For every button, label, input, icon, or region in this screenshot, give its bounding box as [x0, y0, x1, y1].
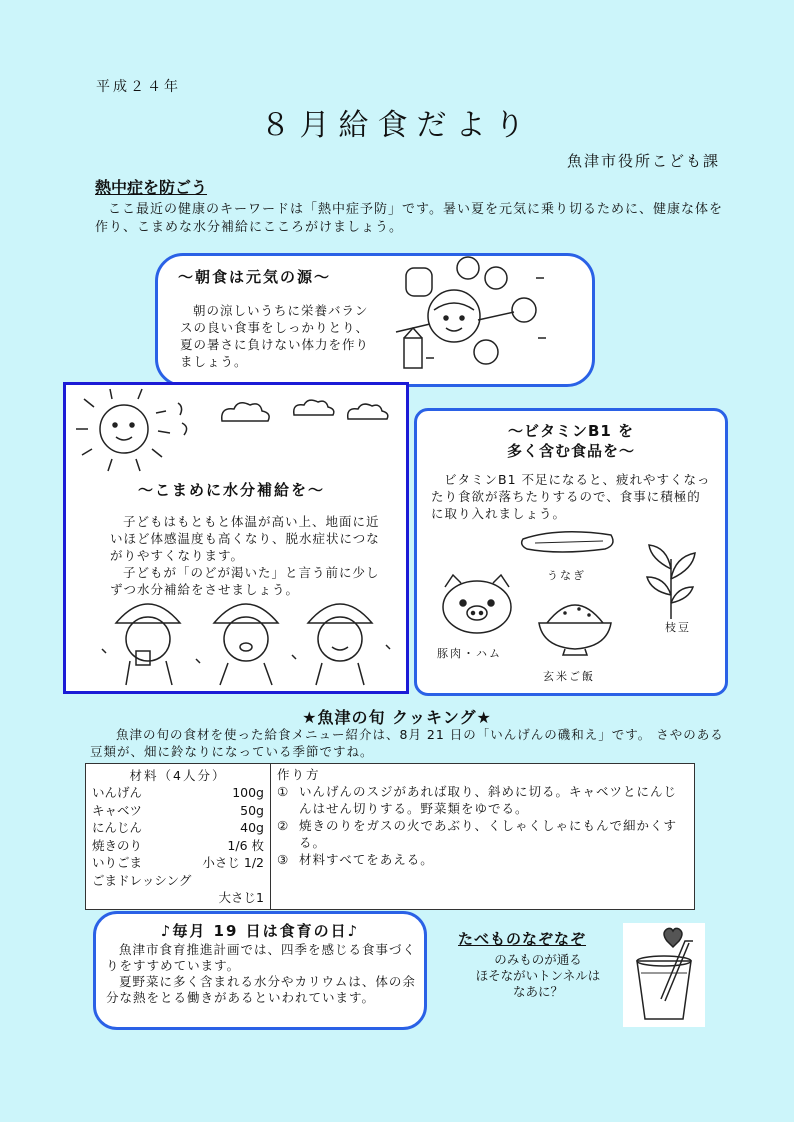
ingredient-amount: 1/6 枚	[227, 837, 264, 853]
breakfast-illustration	[386, 258, 586, 380]
department-name: 魚津市役所こども課	[566, 152, 720, 170]
rice-label: 玄米ご飯	[543, 670, 595, 683]
steps-title: 作り方	[277, 767, 321, 782]
vitamin-text: ビタミンB1 不足になると、疲れやすくなったり食欲が落ちたりするので、食事に積極的に取り入れましょう。	[431, 472, 711, 521]
ingredients-cell	[86, 764, 271, 910]
heatstroke-intro: ここ最近の健康のキーワードは「熱中症予防」です。暑い夏を元気に乗り切るために、健康な体を作り、こまめな水分補給にこころがけましょう。	[95, 202, 723, 235]
cooking-heading: ★魚津の旬 クッキング★	[302, 708, 492, 727]
ingredient-row	[92, 854, 264, 872]
quiz-line-3: なあに？	[512, 984, 563, 999]
ingredient-name: 焼きのり	[92, 837, 143, 853]
ingredient-amount: 100g	[232, 785, 264, 800]
ingredient-name: ごまドレッシング	[92, 872, 192, 888]
quiz-line-1: のみものが通る	[494, 952, 582, 967]
edamame-label: 枝豆	[665, 621, 691, 634]
ingredient-amount: 小さじ 1/2	[202, 855, 264, 870]
eel-icon	[519, 525, 619, 555]
quiz-line-2: ほそながいトンネルは	[475, 968, 601, 983]
recipe-table	[85, 763, 695, 910]
ingredients-title: 材料（4人分）	[129, 768, 227, 783]
vitamin-heading-line1: ～ビタミンB1 を	[507, 422, 635, 440]
water-box	[63, 382, 409, 694]
cooking-intro: 魚津の旬の食材を使った給食メニュー紹介は、8月 21 日の「いんげんの磯和え」です。 さやのある豆類が、畑に鈴なりになっている季節ですね。	[90, 727, 724, 759]
water-text-2: 子どもが「のどが渇いた」と言う前に少しずつ水分補給をさせましょう。	[110, 565, 380, 597]
era-label: 平成２４年	[96, 79, 181, 95]
vitamin-heading-line2: 多く含む食品を～	[506, 442, 635, 460]
step-text: 焼きのりをガスの火であぶり、くしゃくしゃにもんで細かくする。	[299, 818, 678, 850]
vitamin-heading	[417, 421, 725, 461]
water-text-1: 子どもはもともと体温が高い上、地面に近いほど体感温度も高くなり、脱水症状につながりやすくなります。	[110, 514, 380, 563]
recipe-step	[277, 851, 688, 868]
ingredient-amount-dressing: 大さじ1	[218, 890, 264, 905]
steps-cell	[271, 764, 695, 910]
quiz-heading: たべものなぞなぞ	[458, 930, 587, 948]
ingredient-name: いんげん	[92, 785, 143, 800]
edamame-icon	[641, 539, 701, 619]
recipe-step	[277, 783, 688, 817]
quiz-text	[452, 952, 624, 1000]
breakfast-text: 朝の涼しいうちに栄養バランスの良い食事をしっかりとり、夏の暑さに負けない体力を作りましょう。	[180, 303, 370, 369]
ingredient-amount: 50g	[240, 802, 264, 818]
breakfast-heading: ～朝食は元気の源～	[178, 268, 332, 286]
shokuiku-heading: ♪毎月 19 日は食育の日♪	[160, 922, 360, 940]
step-text: 材料すべてをあえる。	[299, 852, 434, 867]
ingredient-row	[92, 837, 264, 855]
sun-and-clouds-illustration	[72, 393, 402, 483]
step-number: ③	[277, 852, 290, 867]
shokuiku-text-2: 夏野菜に多く含まれる水分やカリウムは、体の余分な熱をとる働きがあるといわれています。	[106, 974, 416, 1005]
ingredient-row	[92, 802, 264, 820]
cup-drawing	[623, 923, 705, 1027]
cup-with-straw-icon	[623, 923, 705, 1027]
children-drinking-illustration	[96, 589, 396, 685]
ingredient-name: いりごま	[92, 855, 143, 870]
water-text	[110, 513, 380, 598]
step-number: ②	[277, 818, 290, 833]
ingredient-amount: 40g	[240, 820, 264, 835]
shokuiku-text	[106, 942, 418, 1006]
newsletter-title: ８月給食だより	[260, 108, 534, 143]
vitamin-box	[414, 408, 728, 696]
step-text: いんげんのスジがあれば取り、斜めに切る。キャベツとにんじんはせん切りする。野菜類をゆでる。	[299, 784, 678, 816]
step-number: ①	[277, 784, 290, 799]
ingredient-name: にんじん	[92, 820, 143, 835]
eel-label: うなぎ	[547, 569, 586, 582]
ingredient-row	[92, 819, 264, 837]
heatstroke-heading: 熱中症を防ごう	[95, 178, 208, 197]
ingredient-row	[92, 872, 264, 890]
ingredient-row	[92, 784, 264, 802]
pork-label: 豚肉・ハム	[437, 647, 502, 660]
pig-icon	[437, 573, 517, 635]
water-heading: ～こまめに水分補給を～	[138, 481, 326, 499]
shokuiku-box	[93, 911, 427, 1030]
breakfast-box	[155, 253, 595, 387]
shokuiku-text-1: 魚津市食育推進計画では、四季を感じる食事づくりをすすめています。	[106, 942, 417, 973]
ingredient-name: キャベツ	[92, 802, 143, 818]
recipe-step	[277, 817, 688, 851]
rice-bowl-icon	[535, 597, 615, 657]
